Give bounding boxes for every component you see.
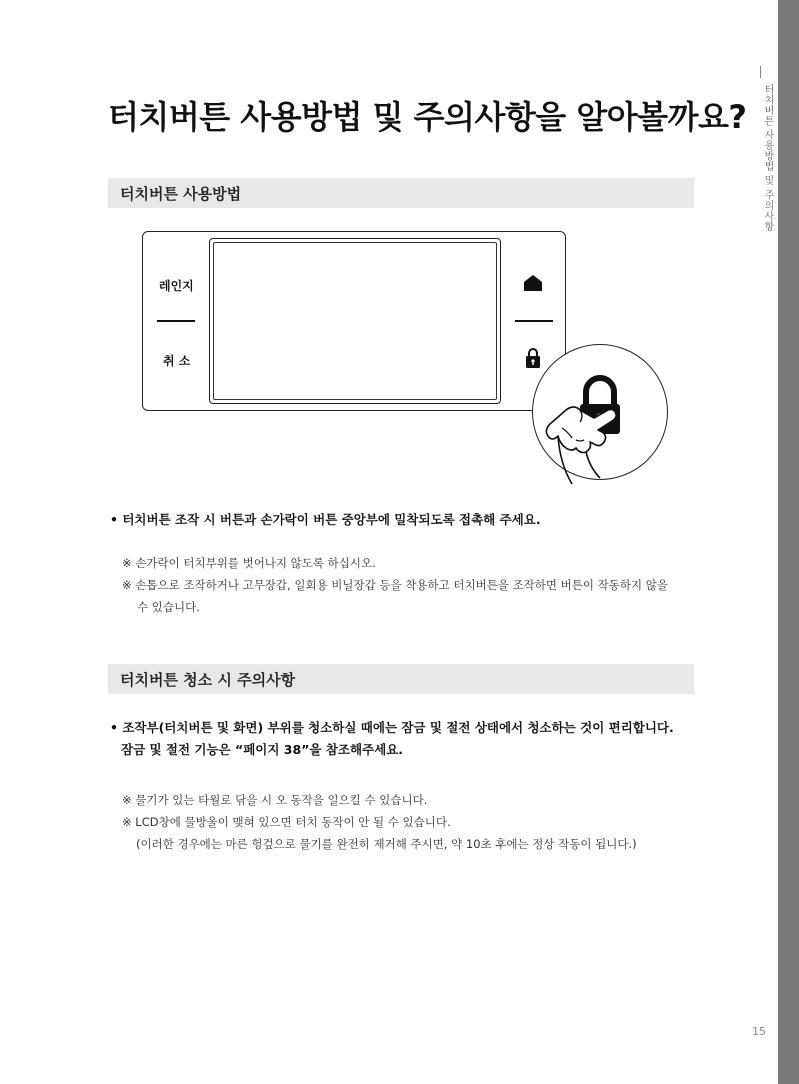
cleaning-bullet-line1: • 조작부(터치버튼 및 화면) 부위를 청소하실 때에는 잠금 및 절전 상태에서 청소하는 것이 편리합니다.: [110, 720, 674, 735]
usage-note-1: ※ 손가락이 터치부위를 벗어나지 않도록 하십시오.: [122, 556, 376, 570]
lcd-screen-inner: [213, 242, 497, 400]
panel-label-cancel: 취 소: [163, 354, 191, 368]
side-tick: [760, 66, 761, 78]
section-header-cleaning: [108, 664, 694, 694]
lcd-screen: [209, 238, 501, 404]
section-header-usage: [108, 178, 694, 208]
side-tab-label: 터치버튼 사용방법 및 주의사항: [762, 84, 773, 232]
panel-divider-right: [515, 320, 553, 322]
side-strip: [778, 0, 799, 1084]
home-icon: [523, 274, 543, 292]
cleaning-note-2-cont: (이러한 경우에는 마른 헝겊으로 물기를 완전히 제거해 주시면, 약 10초 후에는 정상 작동이 됩니다.): [136, 837, 637, 851]
hand-pointer-icon: [532, 344, 668, 480]
page-title: 터치버튼 사용방법 및 주의사항을 알아볼까요?: [108, 98, 747, 136]
usage-bullet: • 터치버튼 조작 시 버튼과 손가락이 버튼 중앙부에 밀착되도록 접촉해 주세요.: [110, 512, 541, 527]
cleaning-note-2: ※ LCD창에 물방울이 맺혀 있으면 터치 동작이 안 될 수 있습니다.: [122, 815, 451, 829]
panel-divider-left: [157, 320, 195, 322]
page-number: 15: [752, 1025, 766, 1038]
panel-label-range: 레인지: [159, 279, 194, 293]
section-heading: 터치버튼 사용방법: [120, 184, 242, 203]
usage-note-2-cont: 수 있습니다.: [137, 600, 200, 614]
usage-note-2: ※ 손톱으로 조작하거나 고무장갑, 일회용 비닐장갑 등을 착용하고 터치버튼을 조작하면 버튼이 작동하지 않을: [122, 578, 668, 592]
cleaning-bullet-line2: 잠금 및 절전 기능은 “페이지 38”을 참조해주세요.: [121, 742, 404, 757]
zoom-callout: [532, 344, 668, 480]
cleaning-note-1: ※ 물기가 있는 타월로 닦을 시 오 동작을 일으킬 수 있습니다.: [122, 793, 428, 807]
control-panel-illustration: [142, 231, 566, 411]
section-heading: 터치버튼 청소 시 주의사항: [120, 670, 296, 689]
